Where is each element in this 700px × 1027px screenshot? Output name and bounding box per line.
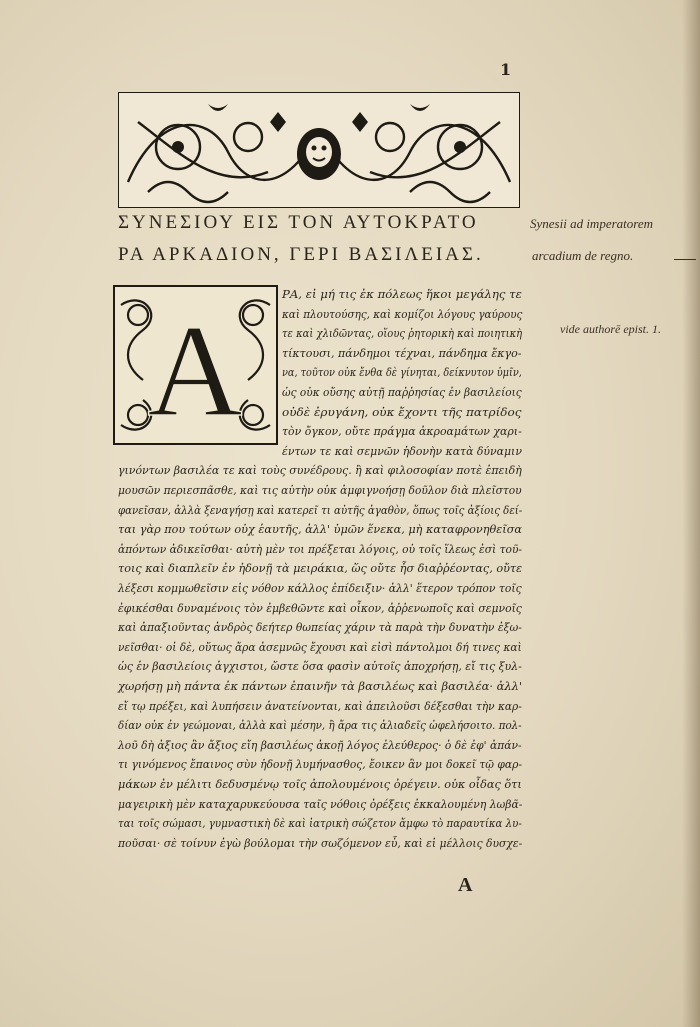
text-line: τε καὶ χλιδῶντας, οἵους ῥητορικὴ καὶ ποιητικὴ	[282, 326, 523, 341]
text-line: ποῦσαι· σὲ τοίνυν ἐγὼ βούλομαι τὴν σωζόμενον εὖ, καὶ εἰ μέλλοις δυσχε-	[118, 835, 523, 850]
text-line: οὐδὲ ἐρυγάνη, οὐκ ἔχοντι τῆς πατρίδος	[282, 404, 522, 419]
initial-ornament	[113, 285, 278, 445]
text-line: χωρήσῃ μὴ πάντα ἐκ πάντων ἐπαινῆν τὰ βασιλέως καὶ βασιλέα· ἀλλ'	[118, 679, 523, 693]
text-line: δίαν οὐκ ἐν γεώμοναι, ἀλλὰ καὶ μέσην, ἢ ἄρα τις ἀλιαδεῖς ὠφελήσοιτο. πολ-	[118, 718, 522, 733]
text-line: ὡς οὐκ οὔσης αὐτῇ παῤῥησίας ἐν βασιλείοις	[282, 385, 522, 399]
text-line: ται γὰρ που τούτων οὐχ ἑαυτῆς, ἀλλ' ὑμῶν ἕνεκα, μὴ καταφρονηθεῖσα	[118, 522, 522, 537]
initial-letter: Α	[147, 297, 243, 444]
text-line: ται τοῖς σώμασι, γυμναστικὴ δὲ καὶ ἰατρικὴ σώζετον ἄμφω τὸ παραυτίκα λυ-	[118, 816, 522, 831]
marginal-dash	[674, 259, 696, 260]
text-line: γινόντων βασιλέα τε καὶ τοὺς συνέδρους. ἢ καὶ φιλοσοφίαν ποτὲ ἐπειδὴ	[118, 463, 522, 478]
text-line: τίκτουσι, πάνδημοι τέχναι, πάνδημα ἔκγο-	[282, 345, 522, 360]
marginal-note-3: vide authorē epist. 1.	[560, 322, 661, 336]
text-line: ἐφικέσθαι δυναμένοις τὸν ἐμβεθῶντε καὶ οἶκον, ἀῤῥενωποῖς καὶ σεμνοῖς	[118, 600, 522, 615]
title-line-2: ΡΑ ΑΡΚΑΔΙΟΝ, ΓΕΡΙ ΒΑΣΙΛΕΙΑΣ.	[118, 244, 484, 265]
text-line: τὸν ὄγκον, οὔτε πράγμα ἀκροαμάτων χαρι-	[282, 424, 522, 439]
text-line: καὶ ἀπαξιοῦντας ἀνδρὸς δεήτερ θωπείας χάριν τὰ παρὰ τὴν δυνατὴν ἐξω-	[118, 620, 522, 635]
text-line: τοις καὶ διαπλεῖν ἐν ἡδονῇ τὰ μειράκια, ὥς οὔτε ἦσ διαῤῥέοντας, οὔτε	[118, 561, 523, 576]
title-line-1: ΣΥΝΕΣΙΟΥ ΕΙΣ ΤΟΝ ΑΥΤΟΚΡΑΤΟ	[118, 212, 479, 233]
text-line: λέξεσι κομμωθεῖσιν εἰς νόθον κάλλος ἐπίδειξιν· ἀλλ' ἕτερον τρόπον τοῖς	[118, 581, 522, 595]
folio-mark: 1	[500, 60, 512, 79]
text-line: ἀπόντων ἀδικεῖσθαι· αὐτὴ μὲν τοι πρέξεται λόγοις, οὐ τοῖς ἵλεως ἐσὶ τοῦ-	[118, 541, 523, 556]
text-line: καὶ πλουτούσης, καὶ κομίζοι λόγους γαύρους	[282, 306, 523, 321]
text-line: εἴ τῳ πρέξει, καὶ λυπήσειν ἀνατείνονται, καὶ ἀπειλοῦσι δέξεσθαι τὴν καρ-	[118, 698, 522, 713]
text-line: μουσῶν περιεσπᾶσθε, καὶ τις αὐτὴν οὐκ ἀμφιγνοήσῃ δοῦλον διὰ πλεῖστου	[118, 483, 522, 497]
text-line: έντων τε καὶ σεμνῶν ἡδονὴν κατὰ δύναμιν	[282, 443, 522, 458]
page-edge-shadow	[682, 0, 700, 1027]
text-line: ΡΑ, εἰ μή τις ἐκ πόλεως ἥκοι μεγάλης τε	[282, 287, 522, 301]
marginal-note-1: Synesii ad imperatorem	[530, 216, 653, 231]
text-line: φανεῖσαν, ἀλλὰ ξεναγήσῃ καὶ κατερεῖ τι αὐτῆς ἀγαθὸν, ὅπως τοῖς ἀξίοις δεί-	[118, 502, 523, 517]
text-line: μαγειρικὴ μὲν καταχαρυκεύουσα ταῖς νόθοις ὀρέξεις ἐκκαλουμένη λωβᾶ-	[118, 796, 523, 811]
text-line: νεῖσθαι· οἱ δὲ, οὕτως ἄρα ἀσεμνῶς ἔχουσι καὶ εἰσὶ πάντολμοι δή τινες καὶ	[118, 639, 522, 654]
decorated-initial	[113, 285, 278, 445]
marginal-note-2: arcadium de regno.	[532, 248, 634, 263]
text-line: μάκων ἐν μέλιτι δεδυσμένῳ τοῖς ἀπολουμένοις ὀρέγειν. οὐκ οἶδας ὅτι	[118, 777, 522, 791]
text-line: τι γινόμενος ἔπαινος σὺν ἡδονῇ λυμήνασθος, ἔοικεν ἂν μοι δοκεῖ τῷ φαρ-	[118, 757, 522, 772]
signature-mark: A	[458, 874, 473, 896]
text-line: λοῦ δὴ ἀξιος ἂν ἄξιος εἴη βασιλέως ἀκοῇ λόγος ἐλεύθερος· ὁ δὲ ἐφ' ἀπάν-	[118, 737, 522, 752]
ornamental-headpiece	[118, 92, 520, 208]
text-line: να, τοῦτον οὐκ ἔνθα δὲ γίνηται, δείκνυτον ὑμῖν,	[282, 365, 522, 380]
text-line: ὡς ἐν βασιλείοις ἀγχιστοι, ὥστε ὅσα φασὶν αὐτοῖς ἀποχρήσῃ, εἴ τις ξυλ-	[118, 659, 522, 674]
